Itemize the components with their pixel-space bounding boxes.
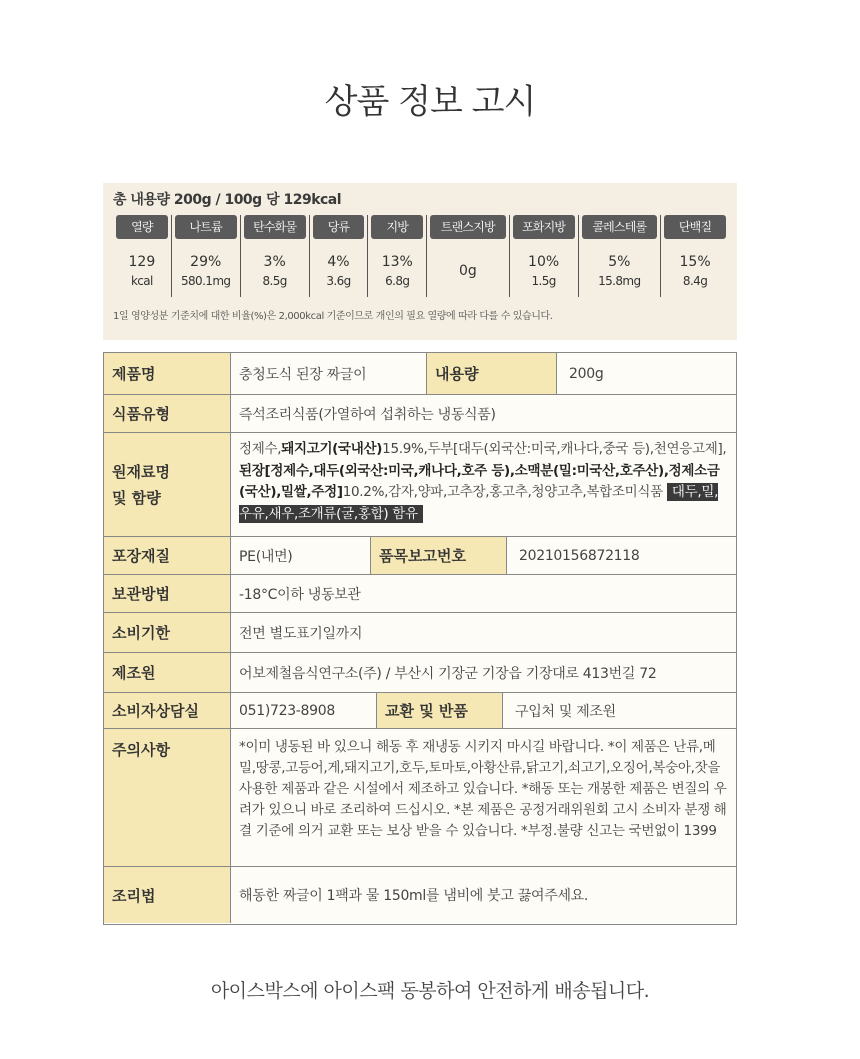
nutrition-value: 4% (327, 254, 350, 270)
volume-value: 200g (557, 353, 736, 394)
row-food-type (104, 395, 736, 433)
nutrition-value: 129 (128, 254, 156, 270)
packaging-label: 포장재질 (104, 537, 231, 574)
food-type-value: 즉석조리식품(가열하여 섭취하는 냉동식품) (231, 395, 736, 432)
product-info-table (103, 352, 737, 925)
row-ingredients (104, 433, 736, 537)
ingredients-highlight: 돼지고기(국내산) (281, 441, 383, 457)
product-name-label: 제품명 (104, 353, 231, 394)
nutrition-amount: 6.8g (385, 274, 410, 288)
nutrition-amount: kcal (130, 274, 153, 288)
nutrition-value: 15% (679, 254, 711, 270)
expiry-label: 소비기한 (104, 613, 231, 652)
report-no-value: 20210156872118 (507, 537, 736, 574)
nutrition-amount: 8.5g (262, 274, 287, 288)
ingredients-value (231, 433, 736, 536)
caution-value: *이미 냉동된 바 있으니 해동 후 재냉동 시키지 마시길 바랍니다. *이 제품은 난류,메밀,땅콩,고등어,게,돼지고기,호두,토마토,아황산류,닭고기,쇠고기,오징어,복숭아,잣을 사용한 제품과 같은 시설에서 제조하고 있습니다. *해동 또는 개봉한 제품은 변질의 우려가 있으니 바로 조리하여 드십시오. *본 제품은 공정거래위원회 고시 소비자 분쟁 해결 기준에 의거 교환 또는 보상 받을 수 있습니다. *부정.불량 신고는 국번없이 1399 (231, 729, 736, 866)
storage-value: -18°C이하 냉동보관 (231, 575, 736, 612)
recipe-label: 조리법 (104, 867, 231, 923)
nutrition-footnote: 1일 영양성분 기준치에 대한 비율(%)은 2,000kcal 기준이므로 개인의 필요 열량에 따라 다를 수 있습니다. (113, 311, 553, 322)
shipping-notice: 아이스박스에 아이스팩 동봉하여 안전하게 배송됩니다. (210, 980, 650, 1002)
nutrition-col-calories (113, 215, 172, 297)
storage-label: 보관방법 (104, 575, 231, 612)
nutrition-col-saturated-fat (510, 215, 579, 297)
nutrition-value: 10% (528, 254, 560, 270)
ingredients-text: 10.2%,감자,양파,고추장,홍고추,청양고추,복합조미식품 (342, 484, 663, 500)
report-no-label: 품목보고번호 (371, 537, 507, 574)
nutrition-panel (103, 183, 737, 340)
nutrition-header: 총 내용량 200g / 100g 당 129kcal (113, 192, 342, 208)
exchange-label: 교환 및 반품 (377, 693, 503, 728)
row-maker (104, 653, 736, 693)
nutrition-value: 3% (263, 254, 286, 270)
food-type-label: 식품유형 (104, 395, 231, 432)
maker-label: 제조원 (104, 653, 231, 692)
row-product-name (104, 353, 736, 395)
nutrition-col-sodium (172, 215, 241, 297)
row-recipe (104, 867, 736, 923)
maker-value: 어보제철음식연구소(주) / 부산시 기장군 기장읍 기장대로 413번길 72 (231, 653, 736, 692)
nutrition-value: 5% (608, 254, 631, 270)
nutrition-label: 열량 (116, 215, 168, 239)
nutrition-label: 트랜스지방 (430, 215, 506, 239)
ingredients-text: 정제수, (239, 441, 282, 457)
nutrition-col-carbs (241, 215, 310, 297)
nutrition-col-protein (661, 215, 729, 297)
nutrition-col-trans-fat (427, 215, 510, 297)
allergen-badge: 대두,밀,우유,새우,조개류(굴,홍합) 함유 (239, 484, 719, 522)
volume-label: 내용량 (427, 353, 557, 394)
row-storage (104, 575, 736, 613)
ingredients-label-line2: 및 함량 (112, 488, 161, 507)
nutrition-label: 지방 (371, 215, 423, 239)
nutrition-label: 콜레스테롤 (582, 215, 658, 239)
recipe-value: 해동한 짜글이 1팩과 물 150ml를 냄비에 붓고 끓여주세요. (231, 867, 736, 923)
nutrition-col-cholesterol (579, 215, 662, 297)
row-caution (104, 729, 736, 867)
expiry-value: 전면 별도표기일까지 (231, 613, 736, 652)
nutrition-table (113, 215, 729, 297)
product-name-value: 충청도식 된장 짜글이 (231, 353, 427, 394)
nutrition-col-sugar (310, 215, 369, 297)
row-expiry (104, 613, 736, 653)
nutrition-value: 29% (190, 254, 222, 270)
nutrition-label: 포화지방 (513, 215, 575, 239)
ingredients-label (104, 433, 231, 536)
row-customer-service (104, 693, 736, 729)
nutrition-value: 0g (458, 263, 477, 279)
nutrition-amount: 3.6g (326, 274, 351, 288)
nutrition-label: 단백질 (664, 215, 726, 239)
nutrition-label: 나트륨 (175, 215, 237, 239)
nutrition-value: 13% (381, 254, 413, 270)
ingredients-highlight: 된장[정제수,대두(외국산:미국,캐나다,호주 등),소맥분(밀:미국산,호주산),정제소금(국산),밀쌀,주정] (239, 462, 720, 500)
nutrition-label: 탄수화물 (244, 215, 306, 239)
nutrition-amount: 15.8mg (598, 274, 641, 288)
nutrition-amount: 1.5g (531, 274, 556, 288)
row-packaging (104, 537, 736, 575)
exchange-value: 구입처 및 제조원 (503, 693, 736, 728)
cs-label: 소비자상담실 (104, 693, 231, 728)
nutrition-label: 당류 (313, 215, 365, 239)
nutrition-col-fat (368, 215, 427, 297)
nutrition-amount: 580.1mg (180, 274, 231, 288)
nutrition-amount: 8.4g (682, 274, 708, 288)
cs-phone: 051)723-8908 (231, 693, 377, 728)
packaging-value: PE(내면) (231, 537, 371, 574)
page-title: 상품 정보 고시 (324, 82, 536, 122)
caution-label: 주의사항 (104, 729, 231, 866)
ingredients-text: 15.9%,두부[대두(외국산:미국,캐나다,중국 등),천연응고제], (382, 441, 727, 457)
ingredients-label-line1: 원재료명 (112, 462, 170, 481)
